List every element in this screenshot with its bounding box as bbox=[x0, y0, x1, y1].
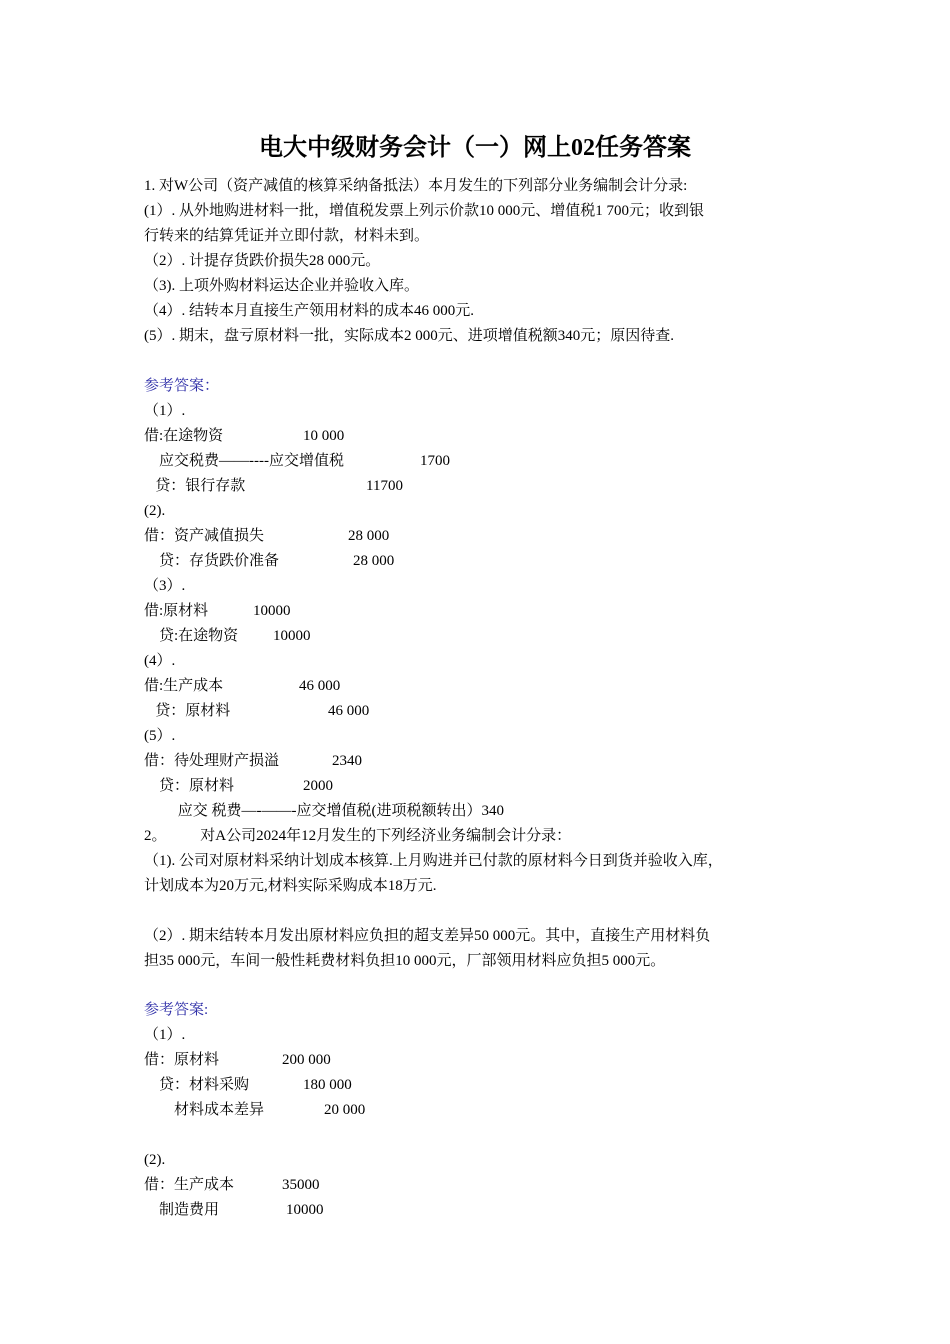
q2-answer-2-label: (2). bbox=[144, 1152, 166, 1168]
journal-line bbox=[144, 425, 345, 447]
amount: 46 000 bbox=[328, 703, 370, 719]
q1-intro: 1. 对W公司（资产减值的核算采纳备抵法）本月发生的下列部分业务编制会计分录: bbox=[144, 178, 688, 194]
amount: 2340 bbox=[332, 753, 362, 769]
q1-item-5: (5）. 期末，盘亏原材料一批，实际成本2 000元、进项增值税额340元；原因待查. bbox=[144, 328, 674, 344]
amount: 2000 bbox=[303, 778, 333, 794]
amount: 20 000 bbox=[324, 1102, 366, 1118]
q2-item-1-cont: 计划成本为20万元,材料实际采购成本18万元. bbox=[144, 878, 437, 894]
account-name: 贷:在途物资 bbox=[144, 628, 239, 644]
journal-line bbox=[144, 800, 504, 822]
account-name: 借:原材料 bbox=[144, 603, 209, 619]
journal-line bbox=[144, 1174, 320, 1196]
q1-answer-1-label: （1）. bbox=[144, 403, 186, 419]
q1-answer-2-label: (2). bbox=[144, 503, 166, 519]
amount: 28 000 bbox=[348, 528, 390, 544]
journal-line bbox=[144, 600, 291, 622]
q1-answer-label: 参考答案： bbox=[144, 378, 220, 394]
amount: 200 000 bbox=[282, 1052, 331, 1068]
journal-line bbox=[144, 475, 403, 497]
account-name: 借：原材料 bbox=[144, 1052, 220, 1068]
account-name: 借:生产成本 bbox=[144, 678, 224, 694]
journal-line bbox=[144, 675, 341, 697]
account-name: 借：生产成本 bbox=[144, 1177, 235, 1193]
q1-item-1-cont: 行转来的结算凭证并立即付款，材料未到。 bbox=[144, 228, 430, 244]
amount: 10000 bbox=[286, 1202, 324, 1218]
amount: 35000 bbox=[282, 1177, 320, 1193]
journal-line bbox=[144, 700, 370, 722]
q2-answer-label: 参考答案: bbox=[144, 1002, 209, 1018]
amount: 1700 bbox=[420, 453, 450, 469]
account-name: 借：待处理财产损溢 bbox=[144, 753, 280, 769]
account-name: 应交税费——----应交增值税 bbox=[144, 453, 344, 469]
q1-answer-4-label: (4）. bbox=[144, 653, 176, 669]
amount: 28 000 bbox=[353, 553, 395, 569]
account-name: 应交 税费—-——-应交增值税(进项税额转出）340 bbox=[144, 803, 504, 819]
amount: 10000 bbox=[253, 603, 291, 619]
amount: 10000 bbox=[273, 628, 311, 644]
q1-item-1: (1）. 从外地购进材料一批，增值税发票上列示价款10 000元、增值税1 700元；收到银 bbox=[144, 203, 704, 219]
journal-line bbox=[144, 1099, 366, 1121]
q1-answer-3-label: （3）. bbox=[144, 578, 186, 594]
journal-line bbox=[144, 775, 333, 797]
journal-line bbox=[144, 525, 390, 547]
journal-line bbox=[144, 1049, 331, 1071]
account-name: 材料成本差异 bbox=[144, 1102, 265, 1118]
q2-item-2-cont: 担35 000元，车间一般性耗费材料负担10 000元，厂部领用材料应负担5 000元。 bbox=[144, 953, 666, 969]
account-name: 借：资产减值损失 bbox=[144, 528, 265, 544]
q2-item-1: （1). 公司对原材料采纳计划成本核算.上月购进并已付款的原材料今日到货并验收入库， bbox=[144, 853, 723, 869]
q2-item-2: （2）. 期末结转本月发出原材料应负担的超支差异50 000元。其中，直接生产用材料负 bbox=[144, 928, 711, 944]
amount: 180 000 bbox=[303, 1077, 352, 1093]
amount: 10 000 bbox=[303, 428, 345, 444]
q2-intro: 2。 对A公司2024年12月发生的下列经济业务编制会计分录： bbox=[144, 828, 572, 844]
q1-item-4: （4）. 结转本月直接生产领用材料的成本46 000元. bbox=[144, 303, 475, 319]
journal-line bbox=[144, 550, 395, 572]
account-name: 贷：存货跌价准备 bbox=[144, 553, 280, 569]
q2-answer-1-label: （1）. bbox=[144, 1027, 186, 1043]
journal-line bbox=[144, 1199, 324, 1221]
q1-item-3: （3). 上项外购材料运达企业并验收入库。 bbox=[144, 278, 419, 294]
q1-item-2: （2）. 计提存货跌价损失28 000元。 bbox=[144, 253, 381, 269]
journal-line bbox=[144, 450, 450, 472]
journal-line bbox=[144, 1074, 352, 1096]
account-name: 贷：材料采购 bbox=[144, 1077, 250, 1093]
journal-line bbox=[144, 750, 362, 772]
account-name: 贷：原材料 bbox=[144, 778, 235, 794]
document-title: 电大中级财务会计（一）网上02任务答案 bbox=[259, 135, 691, 161]
account-name: 制造费用 bbox=[144, 1202, 220, 1218]
journal-line bbox=[144, 625, 311, 647]
amount: 46 000 bbox=[299, 678, 341, 694]
account-name: 贷：原材料 bbox=[144, 703, 231, 719]
account-name: 借:在途物资 bbox=[144, 428, 224, 444]
amount: 11700 bbox=[366, 478, 403, 494]
account-name: 贷：银行存款 bbox=[144, 478, 246, 494]
q1-answer-5-label: (5）. bbox=[144, 728, 176, 744]
